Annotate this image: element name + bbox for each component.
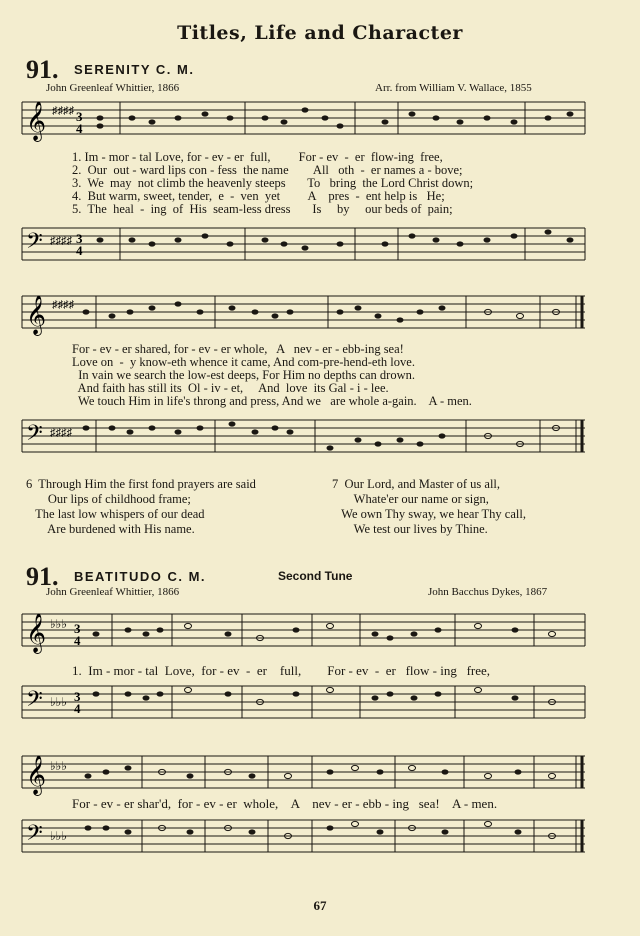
treble-staff-system-4 [0, 750, 640, 800]
svg-text:♯♯♯♯: ♯♯♯♯ [50, 235, 72, 247]
svg-text:3: 3 [76, 109, 83, 124]
svg-text:𝄞: 𝄞 [26, 101, 47, 141]
lyric-line-2-4: And faith has still its Ol - iv - et, And love its Gal - i - lee. [72, 381, 389, 395]
svg-text:3: 3 [76, 231, 83, 246]
hymn-composer: John Bacchus Dykes, 1867 [428, 586, 548, 598]
page-title: Titles, Life and Character [177, 22, 463, 44]
bass-staff-system-4 [0, 812, 640, 868]
lyric-line-beatitudo-2: For - ev - er shar'd, for - ev - er whole, A nev - er - ebb - ing sea! A - men. [72, 796, 498, 811]
svg-text:4: 4 [74, 701, 81, 716]
hymn-author: John Greenleaf Whittier, 1866 [46, 82, 180, 94]
stanza-7 [332, 477, 526, 537]
lyric-line-2-5: We touch Him in life's throng and press, And we are whole a-gain. A - men. [72, 394, 472, 408]
svg-text:♭♭♭: ♭♭♭ [50, 695, 67, 709]
svg-text:𝄞: 𝄞 [26, 613, 47, 653]
stanza-6-line: Our lips of childhood frame; [26, 492, 191, 506]
treble-staff-system-2 [0, 290, 640, 340]
svg-text:3: 3 [74, 689, 81, 704]
bass-staff-system-1 [0, 222, 640, 272]
svg-text:𝄞: 𝄞 [26, 755, 47, 795]
hymn-tune-name-2: BEATITUDO C. M. [74, 569, 207, 584]
lyric-line-5: 5. The heal - ing of His seam-less dress Is by our beds of pain; [72, 202, 453, 216]
lyric-line-4: 4. But warm, sweet, tender, e - ven yet A pres - ent help is He; [72, 189, 445, 203]
svg-text:4: 4 [76, 121, 83, 136]
stanza-6-line: Are burdened with His name. [26, 522, 195, 536]
stanza-6-line: The last low whispers of our dead [26, 507, 205, 521]
svg-text:𝄢: 𝄢 [26, 821, 43, 851]
page-number: 67 [313, 898, 327, 913]
lyric-line-beatitudo-1: 1. Im - mor - tal Love, for - ev - er full, For - ev - er flow - ing free, [72, 663, 491, 678]
stanza-7-line: We test our lives by Thine. [332, 522, 488, 536]
lyric-line-1: 1. Im - mor - tal Love, for - ev - er full, For - ev - er flow-ing free, [72, 150, 443, 164]
bass-staff-system-2 [0, 414, 640, 474]
svg-text:♯♯♯♯: ♯♯♯♯ [52, 299, 74, 311]
lyric-line-3: 3. We may not climb the heavenly steeps To bring the Lord Christ down; [72, 176, 474, 190]
svg-text:4: 4 [76, 243, 83, 258]
svg-text:3: 3 [74, 621, 81, 636]
svg-text:4: 4 [74, 633, 81, 648]
lyric-line-2-3: In vain we search the low-est deeps, For Him no depths can drown. [72, 368, 415, 382]
svg-text:♭♭♭: ♭♭♭ [50, 829, 67, 843]
treble-staff-system-3 [0, 606, 640, 662]
lyric-line-2: 2. Our out - ward lips con - fess the name All oth - er names a - bove; [72, 163, 463, 177]
hymn-author-2: John Greenleaf Whittier, 1866 [46, 586, 180, 598]
hymn-tune-name: SERENITY C. M. [74, 62, 195, 77]
hymn-arranger: Arr. from William V. Wallace, 1855 [375, 82, 532, 94]
svg-text:♭♭♭: ♭♭♭ [50, 759, 67, 773]
svg-text:𝄢: 𝄢 [26, 421, 43, 451]
svg-text:♯♯♯♯: ♯♯♯♯ [50, 427, 72, 439]
stanza-7-line: Whate'er our name or sign, [332, 492, 489, 506]
second-tune-label: Second Tune [278, 569, 353, 583]
stanza-6 [26, 477, 256, 537]
svg-text:𝄞: 𝄞 [26, 295, 47, 335]
stanza-7-line: 7 Our Lord, and Master of us all, [332, 477, 501, 491]
hymn-number: 91. [26, 55, 59, 84]
svg-text:♭♭♭: ♭♭♭ [50, 617, 67, 631]
bass-staff-system-3 [0, 680, 640, 730]
lyric-line-2-2: Love on - y know-eth whence it came, And com-pre-hend-eth love. [72, 355, 415, 369]
stanza-7-line: We own Thy sway, we hear Thy call, [332, 507, 526, 521]
treble-staff-system-1 [0, 96, 640, 156]
svg-text:𝄢: 𝄢 [26, 687, 43, 717]
stanza-6-line: 6 Through Him the first fond prayers are said [26, 477, 256, 491]
svg-text:♯♯♯♯: ♯♯♯♯ [52, 105, 74, 117]
lyric-line-2-1: For - ev - er shared, for - ev - er whole, A nev - er - ebb-ing sea! [72, 342, 404, 356]
svg-text:𝄢: 𝄢 [26, 229, 43, 259]
hymn-number-2: 91. [26, 562, 59, 591]
